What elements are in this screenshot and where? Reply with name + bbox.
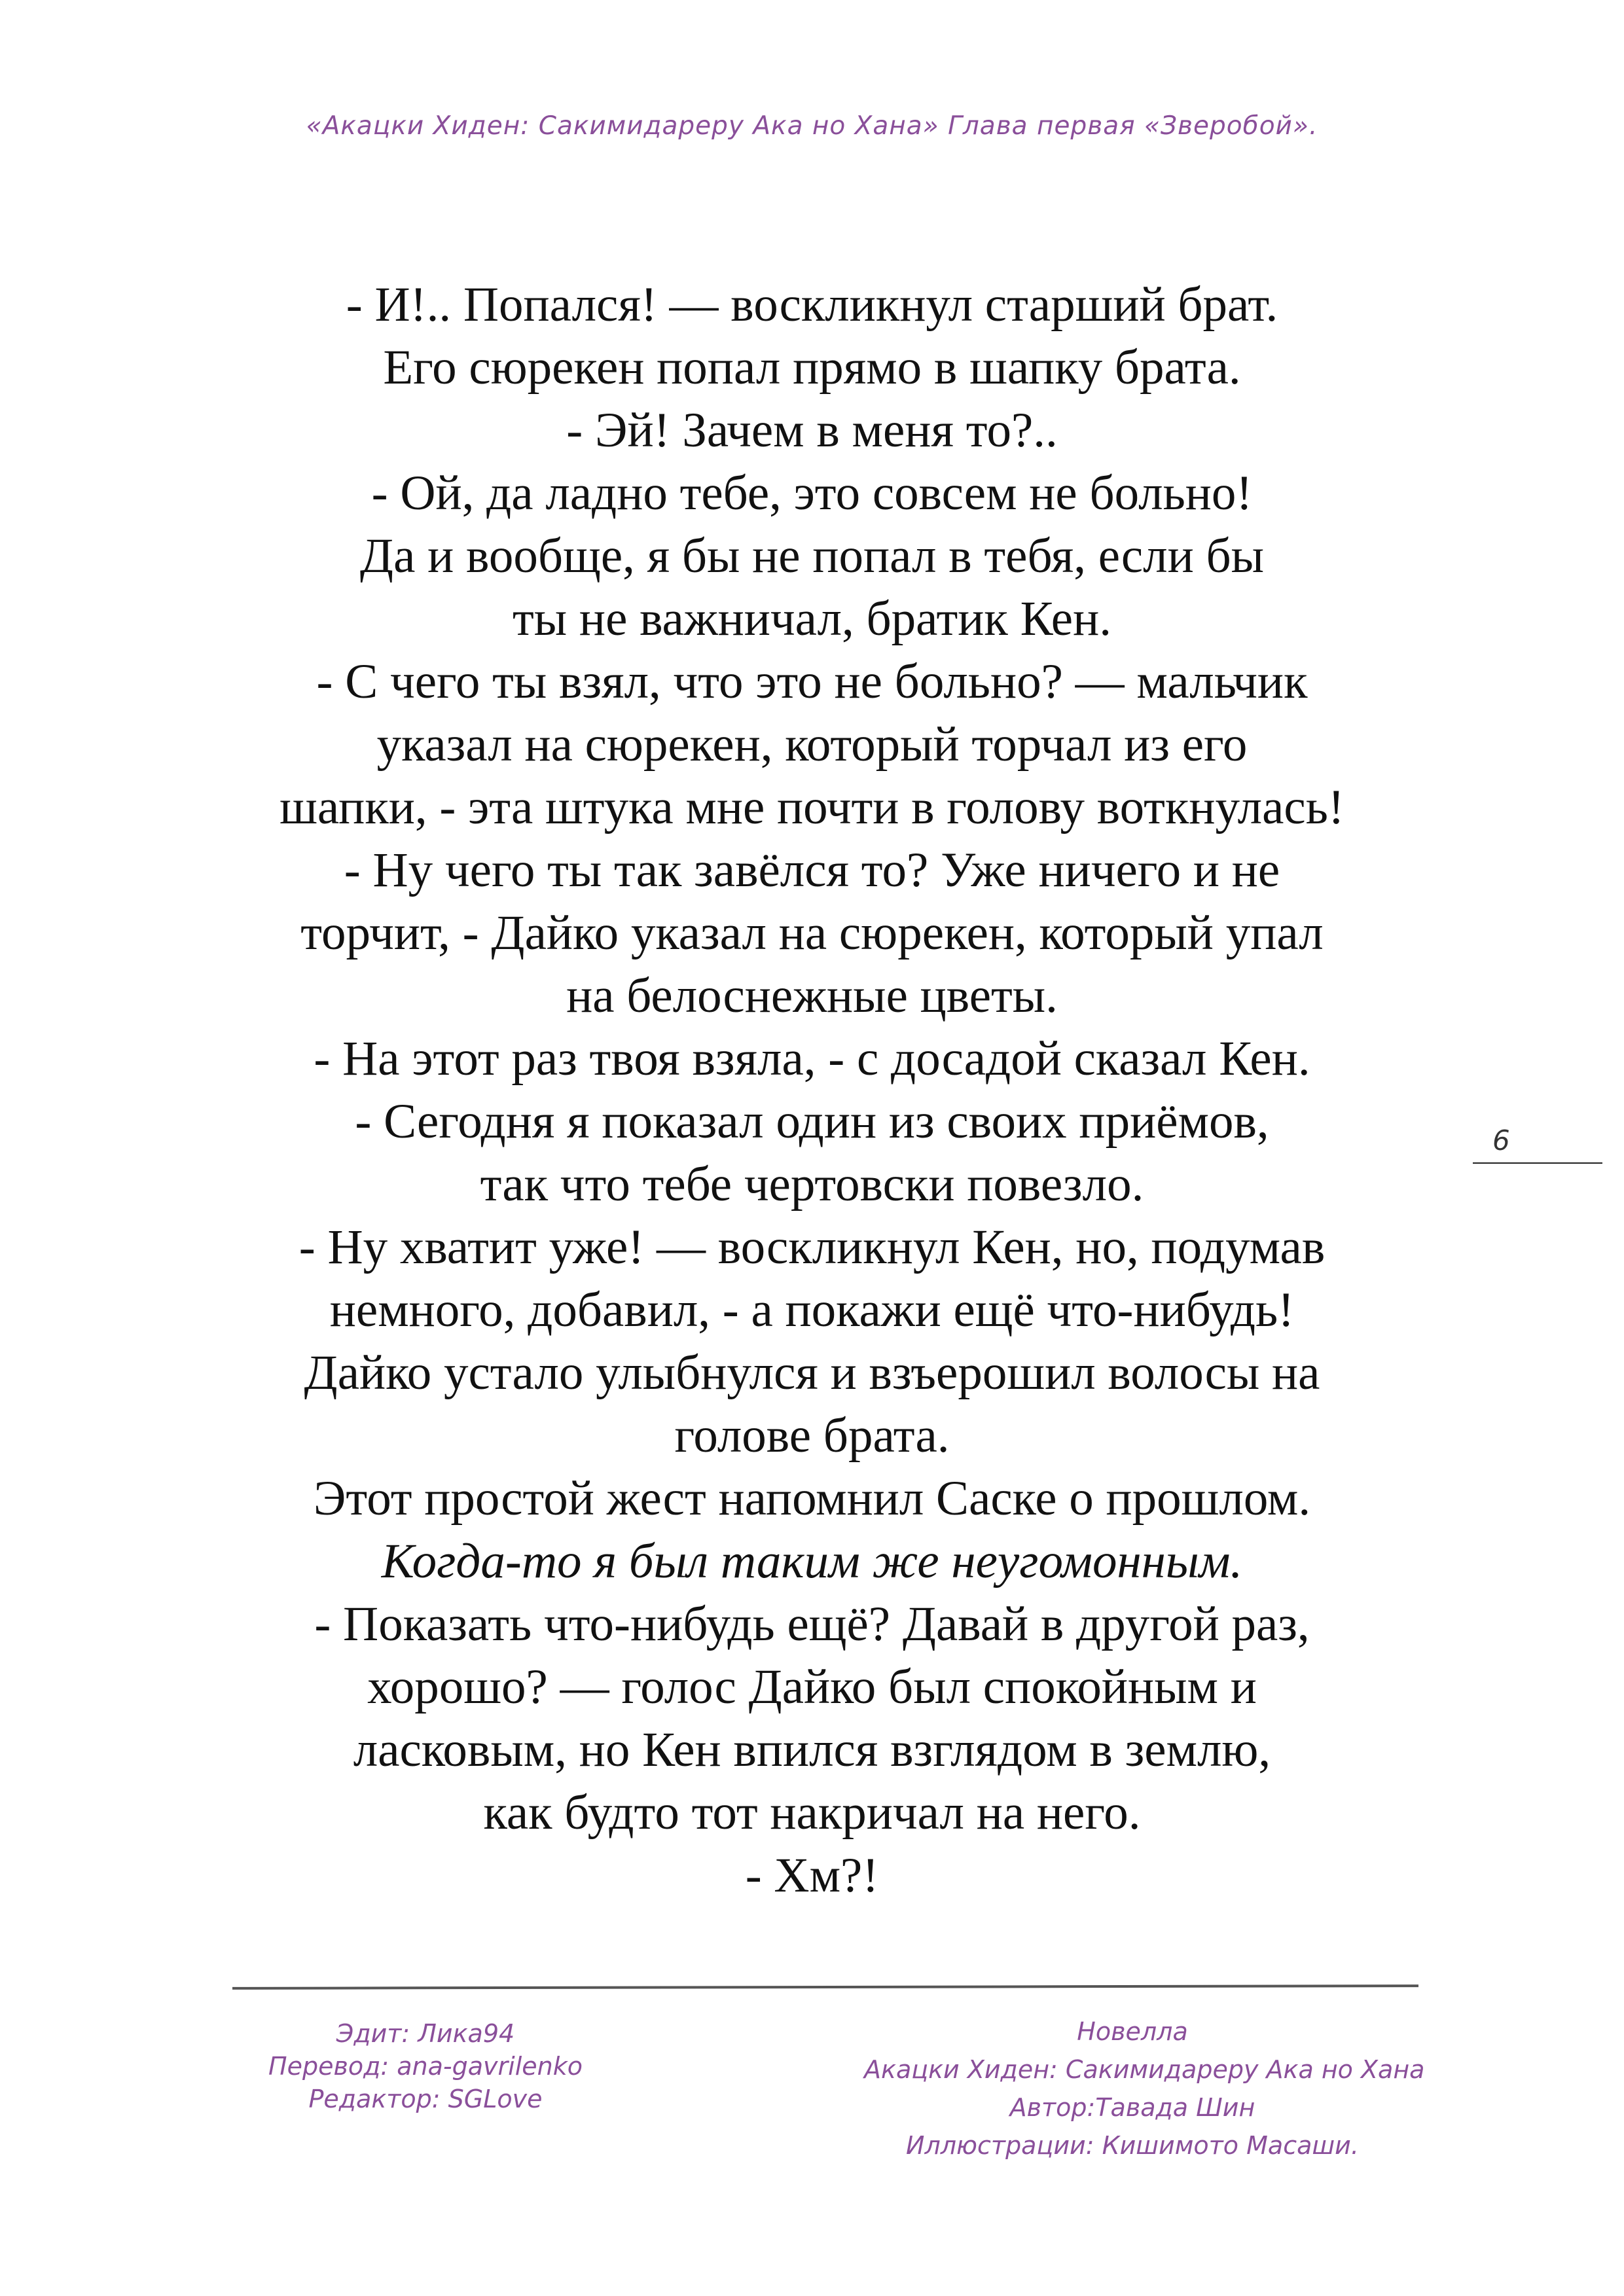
text-line: Да и вообще, я бы не попал в тебя, если бы <box>359 529 1265 583</box>
text-line: - Эй! Зачем в меня то?.. <box>566 403 1058 457</box>
text-line: голове брата. <box>674 1408 950 1463</box>
footer-divider <box>232 1984 1418 1990</box>
chapter-header: «Акацки Хиден: Сакимидареру Ака но Хана» Глава первая «Зверобой». <box>306 111 1318 141</box>
text-line: торчит, - Дайко указал на сюрекен, который упал <box>300 906 1324 960</box>
text-line: - Ну хватит уже! — воскликнул Кен, но, подумав <box>298 1220 1326 1274</box>
text-line: Дайко устало улыбнулся и взъерошил волосы на <box>304 1346 1320 1400</box>
text-line: - С чего ты взял, что это не больно? — мальчик <box>316 655 1308 709</box>
page-number: 6 <box>1492 1124 1510 1157</box>
text-line: на белоснежные цветы. <box>566 969 1058 1023</box>
text-line: ласковым, но Кен впился взглядом в землю, <box>353 1723 1271 1777</box>
page-number-underline <box>1473 1162 1602 1164</box>
text-line: немного, добавил, - а покажи ещё что-нибудь! <box>329 1283 1295 1337</box>
text-line-thought: Когда-то я был таким же неугомонным. <box>381 1534 1243 1588</box>
footer-credits-left <box>262 2017 589 2115</box>
story-text <box>98 274 1526 1907</box>
text-line: - Хм?! <box>745 1848 879 1903</box>
credit-genre: Новелла <box>1077 2017 1188 2046</box>
credit-translator: Перевод: ana-gavrilenko <box>268 2052 583 2081</box>
text-line: - На этот раз твоя взяла, - с досадой сказал Кен. <box>314 1031 1310 1086</box>
credit-proofreader: Редактор: SGLove <box>308 2085 543 2113</box>
text-line: - Сегодня я показал один из своих приёмов, <box>355 1094 1269 1149</box>
text-line: Его сюрекен попал прямо в шапку брата. <box>383 340 1241 395</box>
credit-editor: Эдит: Лика94 <box>336 2019 515 2048</box>
credit-author: Автор:Тавада Шин <box>1009 2093 1255 2122</box>
text-line: - Ну чего ты так завёлся то? Уже ничего и не <box>344 843 1280 897</box>
text-line: - Показать что-нибудь ещё? Давай в другой раз, <box>314 1597 1310 1651</box>
text-line: шапки, - эта штука мне почти в голову воткнулась! <box>280 780 1344 834</box>
footer-credits-right <box>864 2013 1425 2164</box>
credit-work-title: Акацки Хиден: Сакимидареру Ака но Хана <box>864 2055 1425 2084</box>
text-line: ты не важничал, братик Кен. <box>513 592 1111 646</box>
text-line: Этот простой жест напомнил Саске о прошлом. <box>313 1471 1311 1526</box>
text-line: - И!.. Попался! — воскликнул старший брат. <box>346 278 1278 332</box>
text-line: хорошо? — голос Дайко был спокойным и <box>367 1660 1257 1714</box>
text-line: указал на сюрекен, который торчал из его <box>376 717 1248 772</box>
text-line: как будто тот накричал на него. <box>483 1785 1141 1840</box>
credit-illustrator: Иллюстрации: Кишимото Масаши. <box>906 2131 1359 2160</box>
text-line: - Ой, да ладно тебе, это совсем не больно! <box>371 466 1253 520</box>
text-line: так что тебе чертовски повезло. <box>480 1157 1144 1211</box>
